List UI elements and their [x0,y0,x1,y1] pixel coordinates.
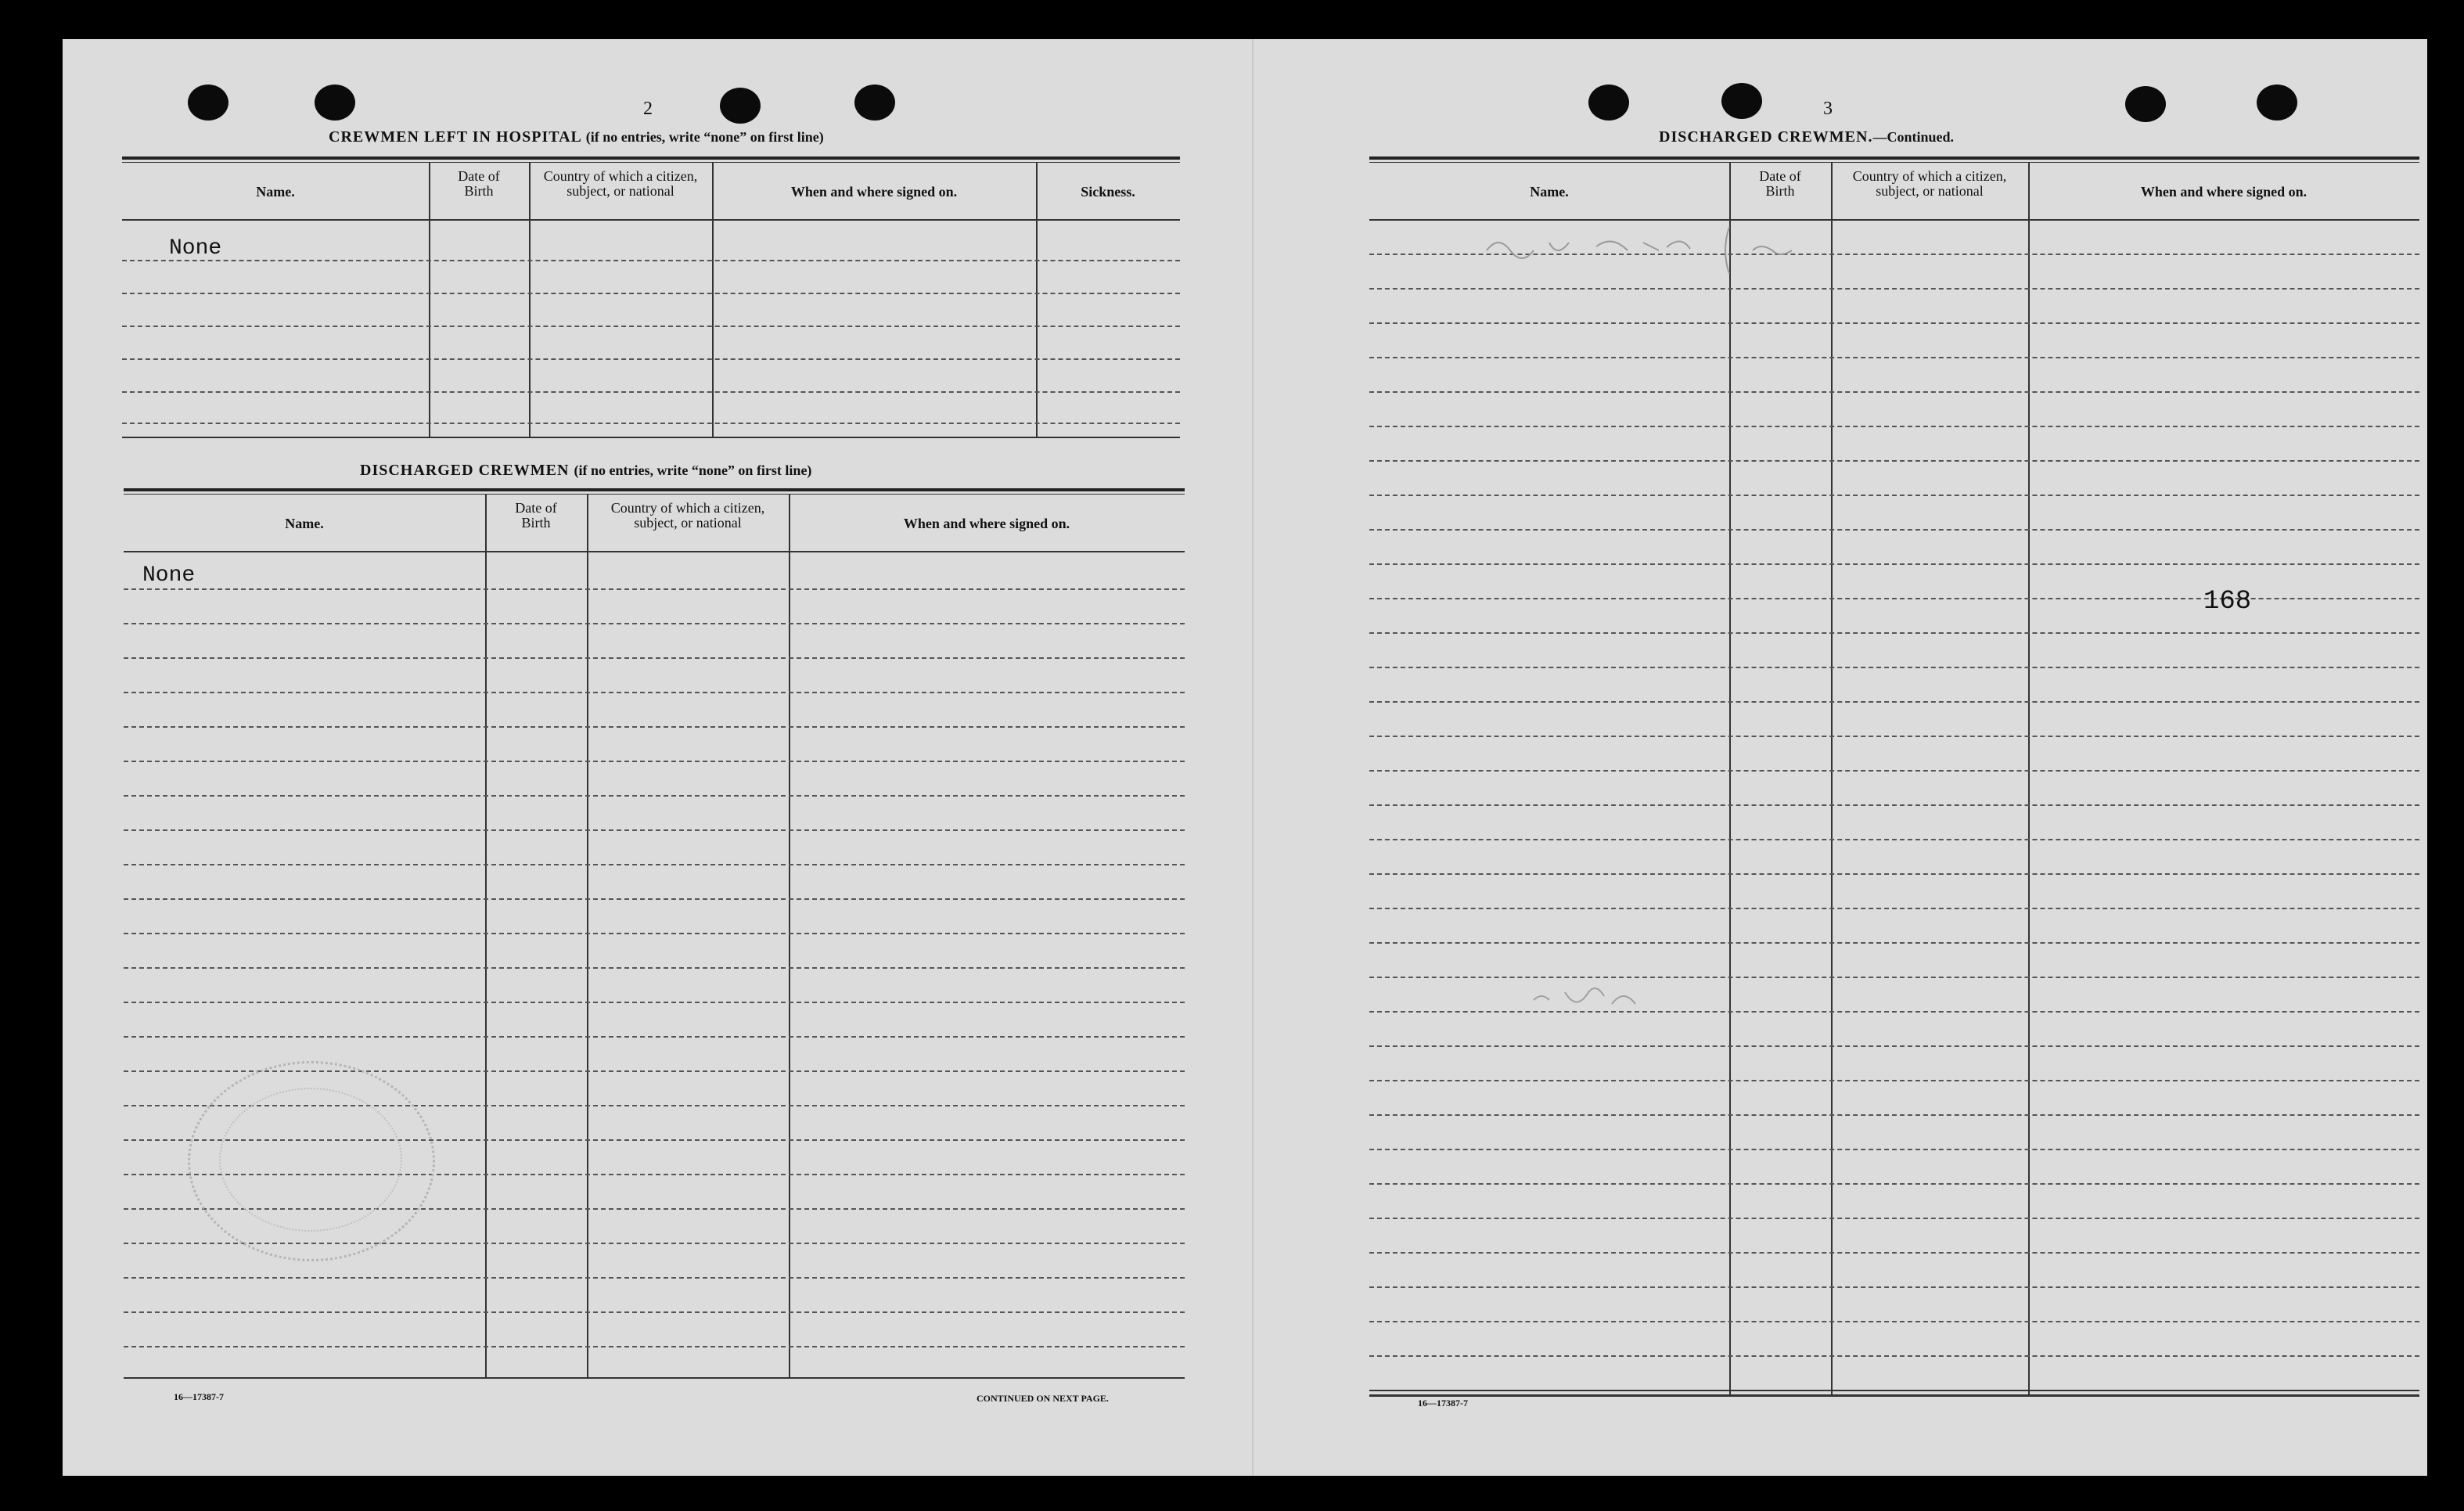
column-header-country: Country of which a citizen, subject, or national [610,500,765,531]
discharged-title-text: DISCHARGED CREWMEN [360,462,570,479]
column-header-date-of-birth: Date of Birth [1759,168,1801,199]
column-header-signed-on: When and where signed on. [790,184,958,200]
hospital-title-text: CREWMEN LEFT IN HOSPITAL [329,128,581,146]
hospital-title-note: (if no entries, write “none” on first line) [585,129,824,145]
document-sheet [63,39,2427,1476]
discharged-continued-title-text: DISCHARGED CREWMEN. [1659,128,1873,146]
form-number: 16—17387-7 [174,1391,224,1402]
page-number: 3 [1823,99,1833,119]
discharged-continued-title-suffix: —Continued. [1872,129,1954,145]
column-header-name: Name. [1530,184,1569,200]
discharged-continued-table [1369,156,2419,1440]
column-header-date-of-birth: Date of Birth [458,168,500,199]
discharged-first-entry: None [142,563,196,588]
continued-note: CONTINUED ON NEXT PAGE. [977,1393,1109,1404]
discharged-continued-title [1659,128,1954,146]
stamped-number: 168 [2203,587,2252,617]
right-page [1252,39,2427,1476]
hospital-table [122,156,1180,477]
form-number: 16—17387-7 [1418,1398,1468,1408]
column-header-signed-on: When and where signed on. [2140,184,2308,200]
column-header-signed-on: When and where signed on. [903,516,1070,531]
hospital-first-entry: None [169,236,222,261]
column-header-name: Name. [256,184,295,200]
discharged-section-title [360,462,811,480]
discharged-title-note: (if no entries, write “none” on first line) [574,462,812,478]
column-header-date-of-birth: Date of Birth [515,500,557,531]
column-header-country: Country of which a citizen, subject, or national [1852,168,2007,199]
bleed-through-marks [1526,977,1682,1024]
page-number: 2 [643,99,653,119]
bleed-through-marks [1479,219,1886,297]
column-header-name: Name. [285,516,324,531]
column-header-country: Country of which a citizen, subject, or national [543,168,698,199]
column-header-sickness: Sickness. [1081,184,1135,200]
faint-stamp-inner-ring [219,1088,402,1232]
left-page [63,39,1252,1476]
hospital-section-title [329,128,824,146]
